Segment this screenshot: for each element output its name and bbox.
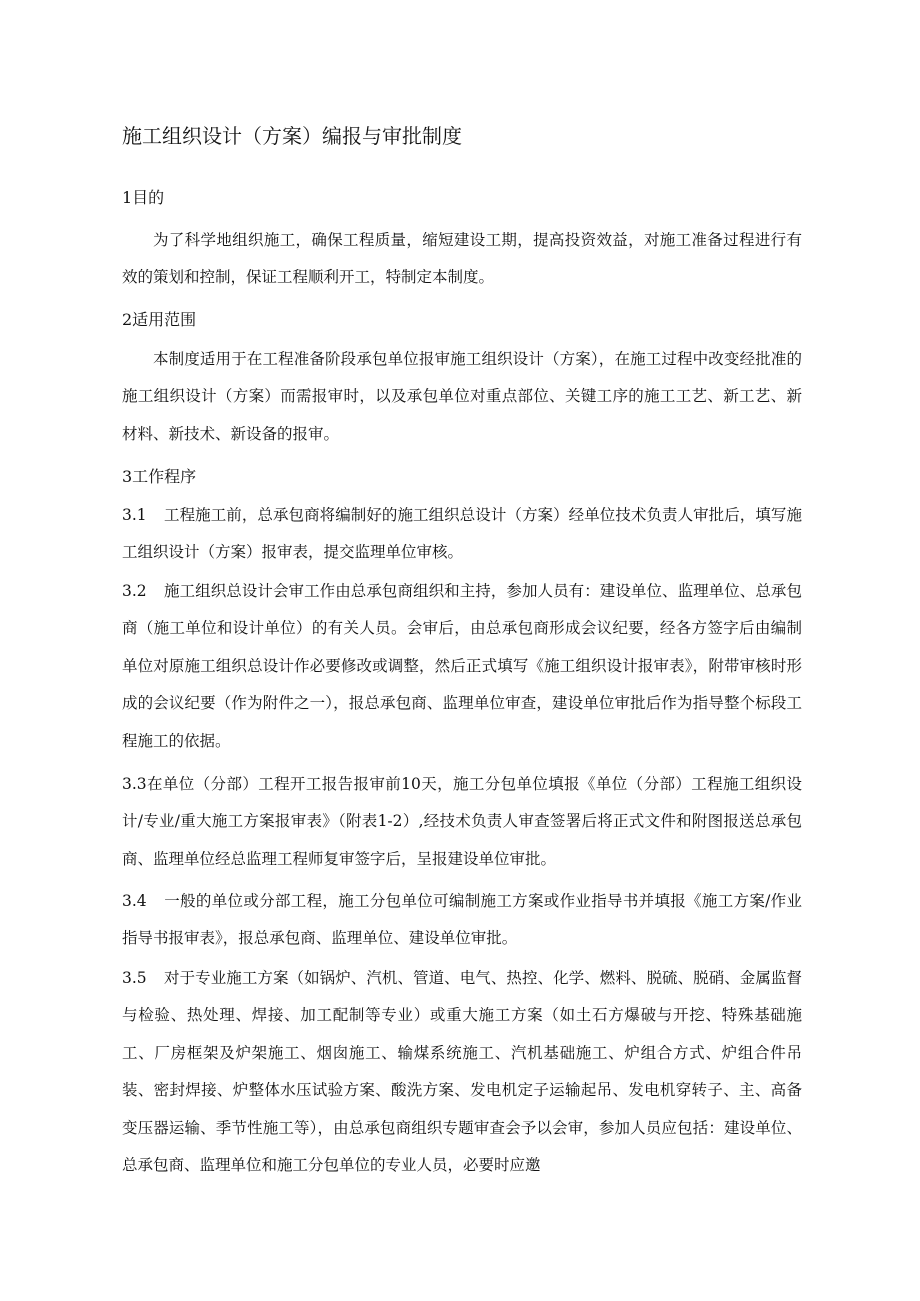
section-2-heading: 2适用范围 (122, 310, 197, 329)
document-title: 施工组织设计（方案）编报与审批制度 (122, 124, 462, 148)
section-1-heading: 1目的 (122, 188, 165, 207)
clause-number: 3.1 (122, 506, 147, 524)
clause-number: 3.3 (122, 775, 147, 793)
clause-3-2 (122, 573, 802, 760)
section-2-body: 本制度适用于在工程准备阶段承包单位报审施工组织设计（方案），在施工过程中改变经批准的施工组织设计（方案）而需报审时，以及承包单位对重点部位、关键工序的施工工艺、新工艺、新材料、新技术、新设备的报审。 (122, 350, 802, 443)
clause-text: 在单位（分部）工程开工报告报审前10天，施工分包单位填报《单位（分部）工程施工组织设计/专业/重大施工方案报审表》（附表1-2）,经技术负责人审查签署后将正式文件和附图报送总承包商、监理单位经总监理工程师复审签字后，呈报建设单位审批。 (122, 775, 802, 868)
clause-text: 一般的单位或分部工程，施工分包单位可编制施工方案或作业指导书并填报《施工方案/作业指导书报审表》，报总承包商、监理单位、建设单位审批。 (122, 892, 802, 948)
clause-text: 对于专业施工方案（如锅炉、汽机、管道、电气、热控、化学、燃料、脱硫、脱硝、金属监督与检验、热处理、焊接、加工配制等专业）或重大施工方案（如土石方爆破与开挖、特殊基础施工、厂房框架及炉架施工、烟囱施工、输煤系统施工、汽机基础施工、炉组合方式、炉组合件吊装、密封焊接、炉整体水压试验方案、酸洗方案、发电机定子运输起吊、发电机穿转子、主、高备变压器运输、季节性施工等），由总承包商组织专题审查会予以会审，参加人员应包括：建设单位、总承包商、监理单位和施工分包单位的专业人员，必要时应邀 (122, 969, 802, 1175)
clause-3-4 (122, 883, 802, 958)
clause-text: 施工组织总设计会审工作由总承包商组织和主持，参加人员有：建设单位、监理单位、总承包商（施工单位和设计单位）的有关人员。会审后，由总承包商形成会议纪要，经各方签字后由编制单位对原施工组织总设计作必要修改或调整，然后正式填写《施工组织设计报审表》，附带审核时形成的会议纪要（作为附件之一），报总承包商、监理单位审查，建设单位审批后作为指导整个标段工程施工的依据。 (122, 582, 802, 750)
clause-3-5 (122, 960, 802, 1184)
clause-number: 3.5 (122, 969, 147, 987)
clause-3-3 (122, 766, 802, 878)
section-3-heading: 3工作程序 (122, 467, 197, 486)
clause-number: 3.2 (122, 582, 147, 600)
clause-text: 工程施工前，总承包商将编制好的施工组织总设计（方案）经单位技术负责人审批后，填写施工组织设计（方案）报审表，提交监理单位审核。 (122, 506, 802, 562)
clause-3-1 (122, 497, 802, 572)
clause-number: 3.4 (122, 892, 147, 910)
section-1-body: 为了科学地组织施工，确保工程质量，缩短建设工期，提高投资效益，对施工准备过程进行有效的策划和控制，保证工程顺利开工，特制定本制度。 (122, 231, 802, 287)
